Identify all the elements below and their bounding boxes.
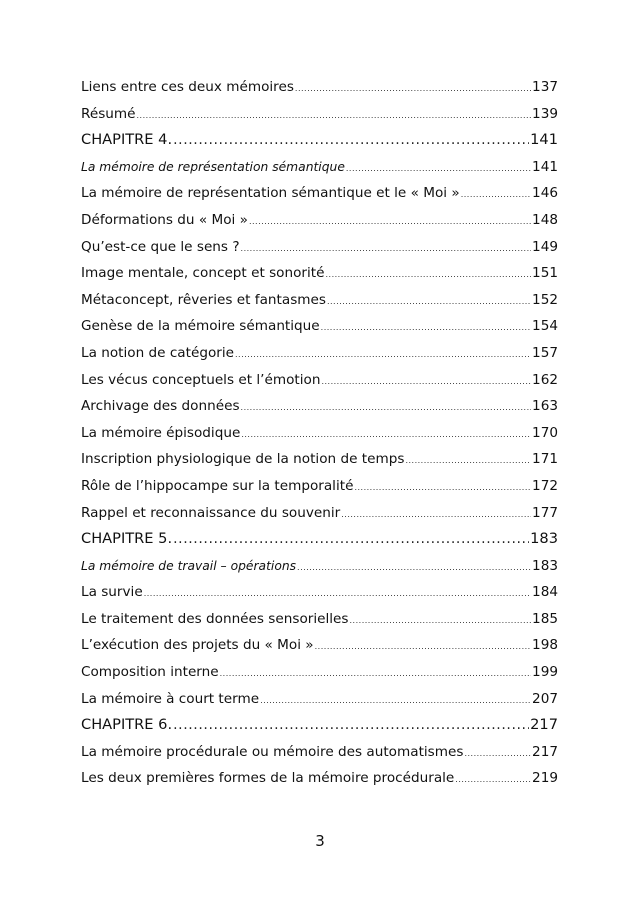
toc-entry-page: 172 xyxy=(532,477,558,494)
toc-entry-label: Genèse de la mémoire sémantique xyxy=(81,318,320,335)
toc-leader-dots xyxy=(241,395,532,422)
toc-leader-dots xyxy=(173,712,529,739)
toc-entry-label: Métaconcept, rêveries et fantasmes xyxy=(81,291,326,308)
toc-entry xyxy=(81,101,558,128)
toc-entry xyxy=(81,74,558,101)
toc-entry-label: La mémoire à court terme xyxy=(81,690,260,707)
toc-leader-dots xyxy=(241,422,531,449)
toc-entry xyxy=(81,739,558,766)
toc-entry-page: 148 xyxy=(532,211,558,228)
toc-entry-label: Résumé xyxy=(81,105,136,122)
table-of-contents xyxy=(81,74,558,792)
toc-leader-dots xyxy=(327,289,531,316)
toc-entry-label: Rappel et reconnaissance du souvenir xyxy=(81,504,341,521)
toc-entry xyxy=(81,606,558,633)
toc-entry-page: 170 xyxy=(532,424,558,441)
toc-entry-label: Image mentale, concept et sonorité xyxy=(81,265,325,282)
toc-entry-label: Composition interne xyxy=(81,664,219,681)
toc-entry-label: La mémoire de représentation sémantique xyxy=(81,159,345,174)
toc-entry xyxy=(81,686,558,713)
toc-entry-page: 185 xyxy=(532,610,558,627)
toc-entry-page: 149 xyxy=(532,238,558,255)
toc-leader-dots xyxy=(461,182,531,209)
toc-leader-dots xyxy=(354,475,531,502)
toc-entry-label: L’exécution des projets du « Moi » xyxy=(81,637,314,654)
toc-leader-dots xyxy=(295,76,531,103)
toc-leader-dots xyxy=(405,448,531,475)
toc-entry-label: La mémoire de travail – opérations xyxy=(81,558,297,573)
toc-entry-page: 198 xyxy=(532,637,558,654)
toc-entry-page: 154 xyxy=(532,318,558,335)
toc-leader-dots xyxy=(321,369,531,396)
toc-leader-dots xyxy=(464,741,531,768)
toc-leader-dots xyxy=(220,661,531,688)
toc-entry xyxy=(81,446,558,473)
toc-entry xyxy=(81,313,558,340)
toc-entry-page: 199 xyxy=(532,664,558,681)
toc-entry-page: 171 xyxy=(532,451,558,468)
toc-leader-dots xyxy=(137,103,532,130)
toc-entry-page: 217 xyxy=(532,743,558,760)
toc-entry-page: 177 xyxy=(532,504,558,521)
toc-entry-page: 146 xyxy=(532,185,558,202)
toc-entry-label: CHAPITRE 4. xyxy=(81,131,173,149)
toc-leader-dots xyxy=(241,236,532,263)
toc-entry-label: Déformations du « Moi » xyxy=(81,211,248,228)
toc-entry-page: 217 xyxy=(530,716,558,734)
toc-leader-dots xyxy=(235,342,531,369)
page-number: 3 xyxy=(315,832,325,850)
toc-entry-page: 207 xyxy=(532,690,558,707)
toc-entry xyxy=(81,500,558,527)
toc-entry xyxy=(81,340,558,367)
toc-entry-label: Inscription physiologique de la notion de temps xyxy=(81,451,405,468)
toc-entry-label: La survie xyxy=(81,584,143,601)
toc-entry-page: 219 xyxy=(532,770,558,787)
toc-leader-dots xyxy=(321,315,531,342)
toc-entry-label: Liens entre ces deux mémoires xyxy=(81,79,294,95)
toc-entry-page: 151 xyxy=(532,265,558,282)
toc-entry xyxy=(81,207,558,234)
toc-entry xyxy=(81,367,558,394)
toc-leader-dots xyxy=(326,262,532,289)
toc-entry xyxy=(81,473,558,500)
toc-entry-page: 141 xyxy=(530,131,558,149)
toc-entry xyxy=(81,632,558,659)
toc-entry-label: Rôle de l’hippocampe sur la temporalité xyxy=(81,477,354,494)
toc-entry xyxy=(81,659,558,686)
toc-entry xyxy=(81,154,558,181)
toc-entry-page: 184 xyxy=(532,584,558,601)
toc-leader-dots xyxy=(346,156,531,183)
toc-chapter-heading xyxy=(81,127,558,154)
toc-entry-label: Le traitement des données sensorielles xyxy=(81,610,349,627)
toc-entry-label: La mémoire épisodique xyxy=(81,424,241,441)
toc-entry xyxy=(81,579,558,606)
toc-entry xyxy=(81,393,558,420)
toc-entry-page: 157 xyxy=(532,344,558,361)
toc-entry-page: 139 xyxy=(532,105,558,122)
toc-leader-dots xyxy=(350,608,532,635)
toc-entry-label: Les vécus conceptuels et l’émotion xyxy=(81,371,321,388)
toc-chapter-heading xyxy=(81,526,558,553)
toc-entry xyxy=(81,234,558,261)
toc-leader-dots xyxy=(260,688,531,715)
toc-leader-dots xyxy=(173,526,529,553)
toc-entry-label: CHAPITRE 5. xyxy=(81,530,173,548)
toc-entry-label: La mémoire de représentation sémantique et le « Moi » xyxy=(81,185,460,202)
toc-entry-page: 152 xyxy=(532,291,558,308)
toc-entry xyxy=(81,765,558,792)
toc-leader-dots xyxy=(455,767,531,794)
toc-entry-label: CHAPITRE 6. xyxy=(81,716,173,734)
toc-entry-label: La mémoire procédurale ou mémoire des automatismes xyxy=(81,743,464,760)
toc-entry-page: 137 xyxy=(532,79,558,95)
toc-entry xyxy=(81,553,558,580)
toc-entry-page: 163 xyxy=(532,398,558,415)
toc-entry-label: Les deux premières formes de la mémoire procédurale xyxy=(81,770,455,787)
toc-entry-page: 183 xyxy=(530,530,558,548)
toc-entry xyxy=(81,420,558,447)
toc-leader-dots xyxy=(249,209,531,236)
toc-entry xyxy=(81,260,558,287)
toc-entry-page: 141 xyxy=(532,158,558,175)
toc-leader-dots xyxy=(341,502,531,529)
toc-leader-dots xyxy=(297,555,531,582)
toc-entry xyxy=(81,287,558,314)
toc-leader-dots xyxy=(144,581,531,608)
toc-entry-page: 183 xyxy=(532,557,558,574)
toc-leader-dots xyxy=(315,634,531,661)
toc-entry-label: La notion de catégorie xyxy=(81,344,235,361)
toc-leader-dots xyxy=(173,127,529,154)
toc-entry-page: 162 xyxy=(532,371,558,388)
toc-entry-label: Archivage des données xyxy=(81,398,240,415)
toc-entry-label: Qu’est-ce que le sens ? xyxy=(81,238,240,255)
toc-entry xyxy=(81,180,558,207)
toc-chapter-heading xyxy=(81,712,558,739)
